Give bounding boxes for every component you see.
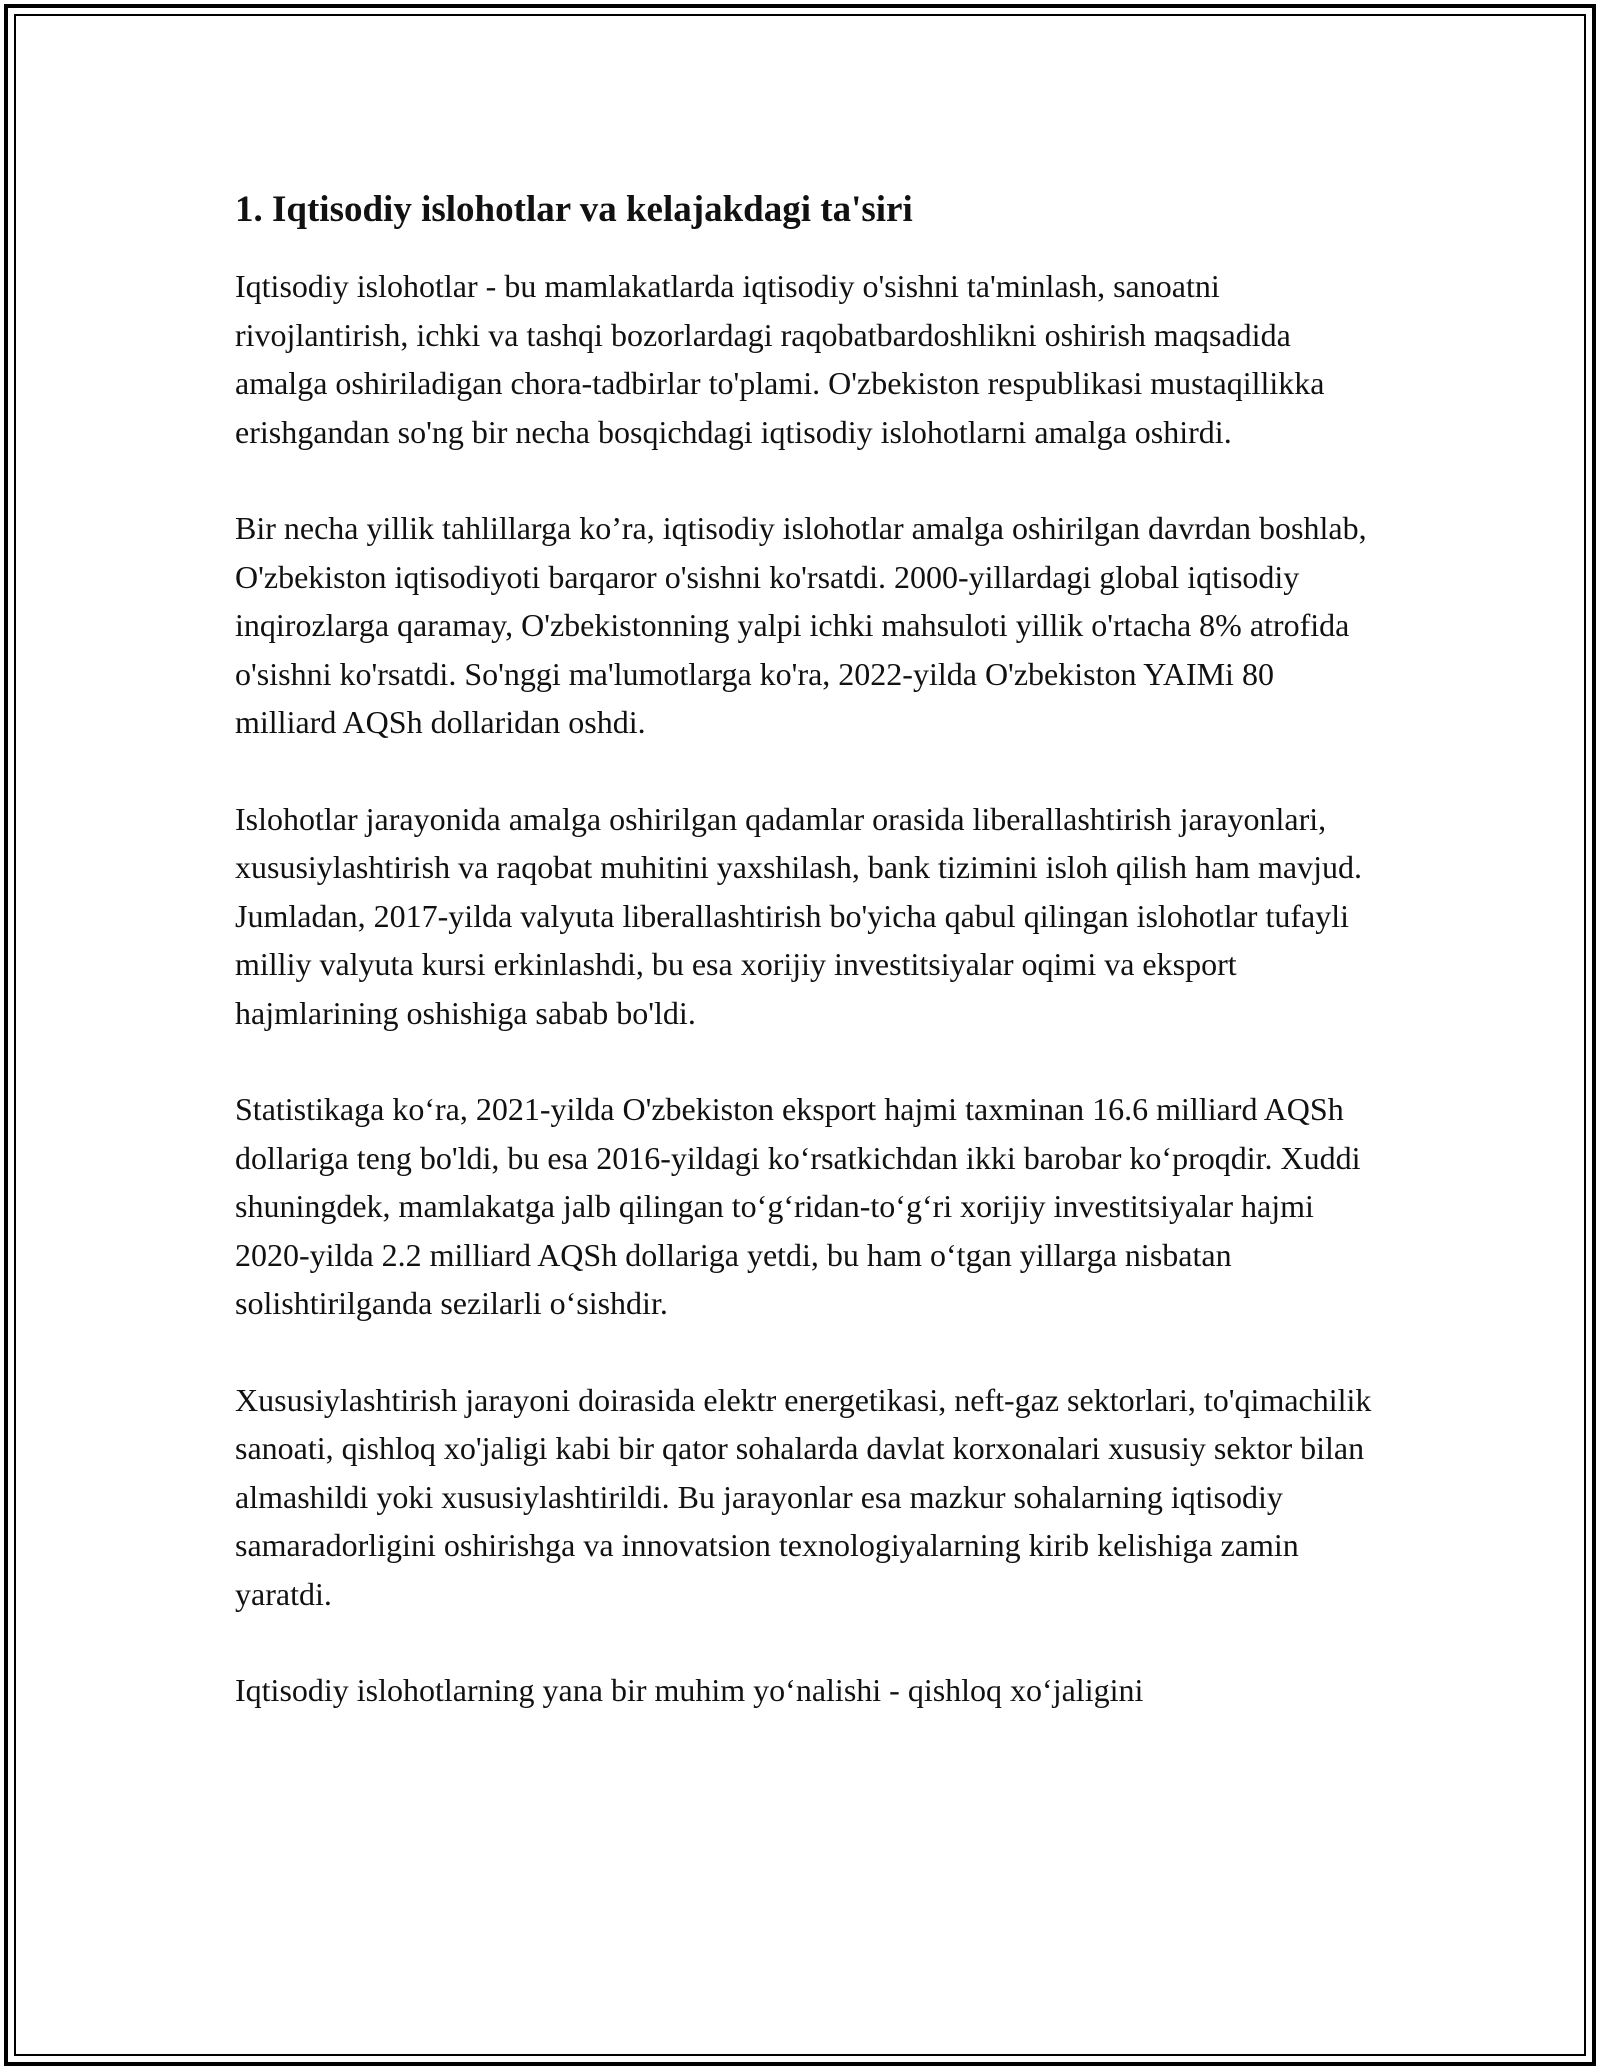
paragraph-1: Iqtisodiy islohotlar - bu mamlakatlarda iqtisodiy o'sishni ta'minlash, sanoatni rivojlantirish, ichki va tashqi bozorlardagi raqobatbardoshlikni oshirish maqsadida amalga oshiriladigan chora-tadbirlar to'plami. O'zbekiston respublikasi mustaqillikka erishgandan so'ng bir necha bosqichdagi iqtisodiy islohotlarni amalga oshirdi. <box>235 268 1325 450</box>
paragraph-3: Islohotlar jarayonida amalga oshirilgan qadamlar orasida liberallashtirish jarayonlari, xususiylashtirish va raqobat muhitini yaxshilash, bank tizimini isloh qilish ham mavjud. Jumladan, 2017-yilda valyuta liberallashtirish bo'yicha qabul qilingan islohotlar tufayli milliy valyuta kursi erkinlashdi, bu esa xorijiy investitsiyalar oqimi va eksport hajmlarining oshishiga sabab bo'ldi. <box>235 800 1363 1031</box>
paragraph-5: Xususiylashtirish jarayoni doirasida elektr energetikasi, neft-gaz sektorlari, to'qimachilik sanoati, qishloq xo'jaligi kabi bir qator sohalarda davlat korxonalari xususiy sektor bilan almashildi yoki xususiylashtirildi. Bu jarayonlar esa mazkur sohalarning iqtisodiy samaradorligini oshirishga va innovatsion texnologiyalarning kirib kelishiga zamin yaratdi. <box>235 1381 1372 1612</box>
paragraph-2: Bir necha yillik tahlillarga ko’ra, iqtisodiy islohotlar amalga oshirilgan davrdan boshlab, O'zbekiston iqtisodiyoti barqaror o'sishni ko'rsatdi. 2000-yillardagi global iqtisodiy inqirozlarga qaramay, O'zbekistonning yalpi ichki mahsuloti yillik o'rtacha 8% atrofida o'sishni ko'rsatdi. So'nggi ma'lumotlarga ko'ra, 2022-yilda O'zbekiston YAIMi 80 milliard AQSh dollaridan oshdi. <box>235 510 1367 740</box>
paragraph-4: Statistikaga koʻra, 2021-yilda O'zbekiston eksport hajmi taxminan 16.6 milliard AQSh dollariga teng bo'ldi, bu esa 2016-yildagi koʻrsatkichdan ikki barobar koʻproqdir. Xuddi shuningdek, mamlakatga jalb qilingan toʻgʻridan-toʻgʻri xorijiy investitsiyalar hajmi 2020-yilda 2.2 milliard AQSh dollariga yetdi, bu ham oʻtgan yillarga nisbatan solishtirilganda sezilarli oʻsishdir. <box>235 1091 1361 1321</box>
section-heading: 1. Iqtisodiy islohotlar va kelajakdagi ta'siri <box>235 189 913 230</box>
document-body <box>235 184 1375 1763</box>
paragraph-6: Iqtisodiy islohotlarning yana bir muhim yoʻnalishi - qishloq xoʻjaligini <box>235 1672 1144 1708</box>
